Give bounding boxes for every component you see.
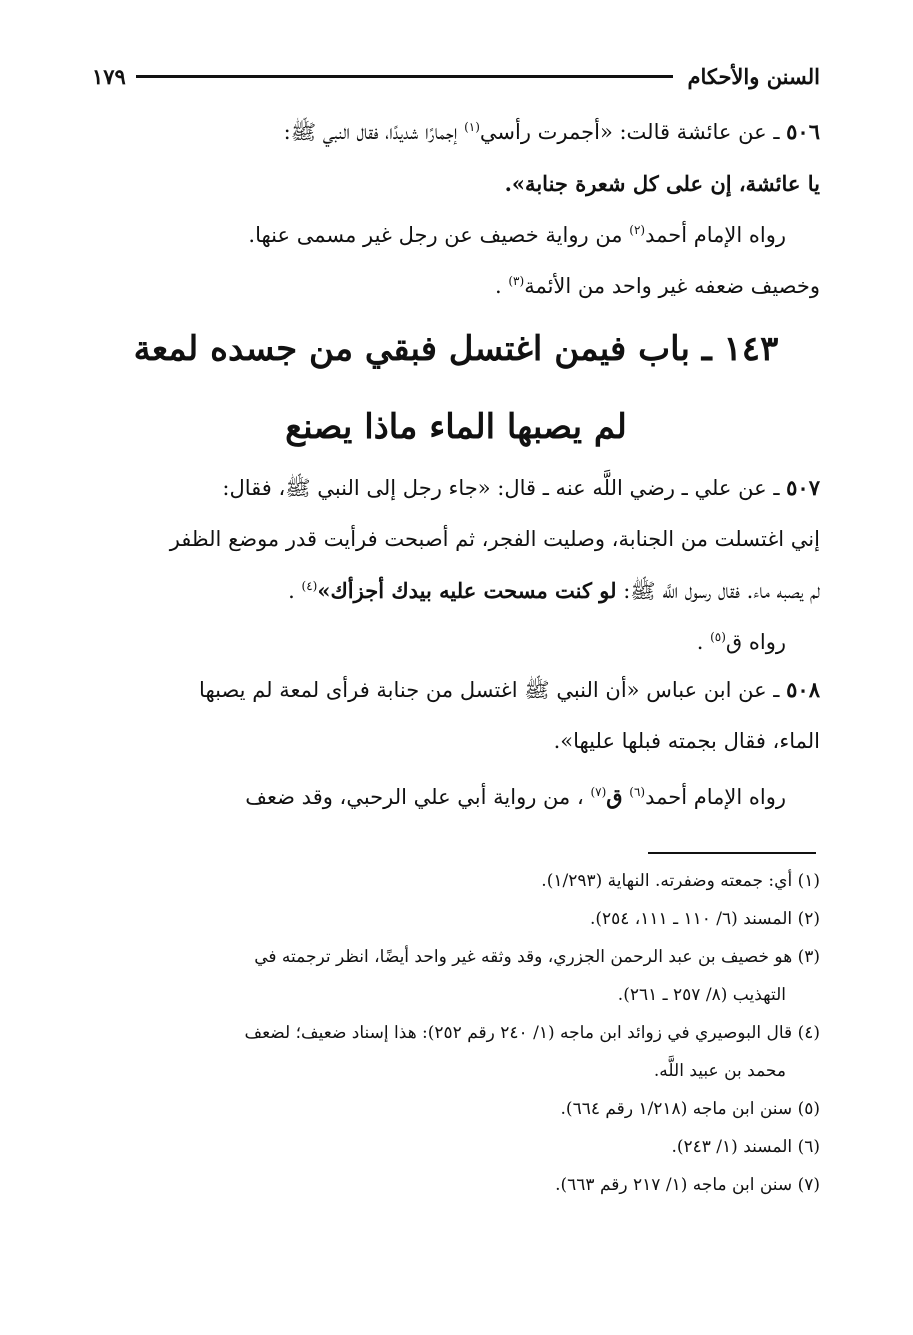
note-text: من رواية خصيف عن رجل غير مسمى عنها. [248,223,623,247]
note-506-line-1 [92,210,820,261]
hadith-507-line-3 [92,565,820,617]
footnote-ref: (١) [464,120,480,134]
footnote-3 [80,938,820,1014]
footnote-4 [80,1014,820,1090]
note-506 [92,210,820,312]
footnote-separator [648,852,816,854]
hadith-number: ٥٠٧ [786,475,820,500]
footnote-2 [80,900,820,938]
footnote-text: أي: جمعته وضفرته. النهاية (١/٢٩٣). [541,871,793,891]
hadith-506 [92,106,820,209]
hadith-text: ـ عن ابن عباس «أن النبي ﷺ اغتسل من جنابة فرأى لمعة لم يصبها [199,678,780,702]
footnotes [80,862,820,1204]
chapter-title-line-2: لم يصبها الماء ماذا يصنع [285,407,627,447]
hadith-506-line-2: يا عائشة، إن على كل شعرة جنابة». [504,171,820,196]
footnote-text: سنن ابن ماجه (١/٢١٨ رقم ٦٦٤). [560,1099,793,1119]
header-rule [136,75,674,78]
footnote-1 [80,862,820,900]
hadith-text: ـ عن علي ـ رضي اللَّه عنه ـ قال: «جاء رجل إلى النبي ﷺ، فقال: [222,476,780,500]
hadith-506-line-1 [92,106,820,158]
footnote-label: (٤) [797,1023,820,1043]
hadith-508-line-1 [92,664,820,716]
footnote-text: المسند (٦/ ١١٠ ـ ١١١، ٢٥٤). [589,909,793,929]
hadith-507-line-4 [92,617,820,668]
footnote-text: التهذيب (٨/ ٢٥٧ ـ ٢٦١). [617,985,786,1005]
footnote-text: هو خصيف بن عبد الرحمن الجزري، وقد وثقه غير واحد أيضًا، انظر ترجمته في [254,947,793,967]
footnote-7 [80,1166,820,1204]
footnote-6 [80,1128,820,1166]
footnote-label: (٢) [797,909,820,929]
hadith-text: . [288,579,295,603]
note-text: رواه الإمام أحمد [645,223,786,247]
prophet-saying: لو كنت مسحت عليه بيدك أجزأك» [317,578,617,603]
note-text: رواه ق [725,630,786,654]
footnote-text: محمد بن عبيد اللَّه. [653,1061,786,1081]
hadith-508-line-2: الماء، فقال بجمته فبلها عليها». [553,729,820,753]
footnote-5 [80,1090,820,1128]
note-506-line-2 [92,261,820,312]
footnote-text: المسند (١/ ٢٤٣). [671,1137,793,1157]
running-title: السنن والأحكام [687,63,820,89]
hadith-number: ٥٠٨ [786,677,820,702]
footnote-label: (٣) [797,947,820,967]
footnote-ref: (٣) [508,274,525,288]
footnote-ref: (٦) [629,785,646,799]
footnote-ref: (٢) [629,223,646,237]
page-header [92,58,820,94]
note-text: ، من رواية أبي علي الرحبي، وقد ضعف [245,785,584,809]
hadith-text: ـ عن عائشة قالت: «أجمرت رأسي [479,120,780,144]
footnote-label: (٧) [797,1175,820,1195]
note-text: . [696,630,704,654]
note-text: وخصيف ضعفه غير واحد من الأئمة [524,274,820,298]
page-number: ١٧٩ [92,63,126,89]
hadith-507 [92,462,820,668]
footnote-ref: (٤) [301,579,318,593]
hadith-508 [92,664,820,823]
hadith-number: ٥٠٦ [786,119,820,144]
note-text: . [494,274,502,298]
footnote-label: (١) [797,871,820,891]
footnote-label: (٦) [797,1137,820,1157]
note-text: ق [606,784,623,809]
chapter-heading [92,310,820,466]
chapter-title-line-1: ١٤٣ ـ باب فيمن اغتسل فبقي من جسده لمعة [133,329,779,369]
hadith-text: إجمارًا شديدًا، فقال النبي ﷺ: [283,120,458,144]
hadith-507-line-1 [92,462,820,514]
note-text: رواه الإمام أحمد [645,785,786,809]
footnote-ref: (٧) [590,785,607,799]
footnote-label: (٥) [797,1099,820,1119]
footnote-text: سنن ابن ماجه (١/ ٢١٧ رقم ٦٦٣). [555,1175,793,1195]
hadith-507-line-2: إني اغتسلت من الجنابة، وصليت الفجر، ثم أصبحت فرأيت قدر موضع الظفر [169,527,820,551]
footnote-text: قال البوصيري في زوائد ابن ماجه (١/ ٢٤٠ رقم ٢٥٢): هذا إسناد ضعيف؛ لضعف [244,1023,793,1043]
hadith-508-line-3 [92,771,820,823]
hadith-text: لم يصبه ماء. فقال رسول اللَّه ﷺ: [623,579,820,603]
footnote-ref: (٥) [710,630,726,644]
